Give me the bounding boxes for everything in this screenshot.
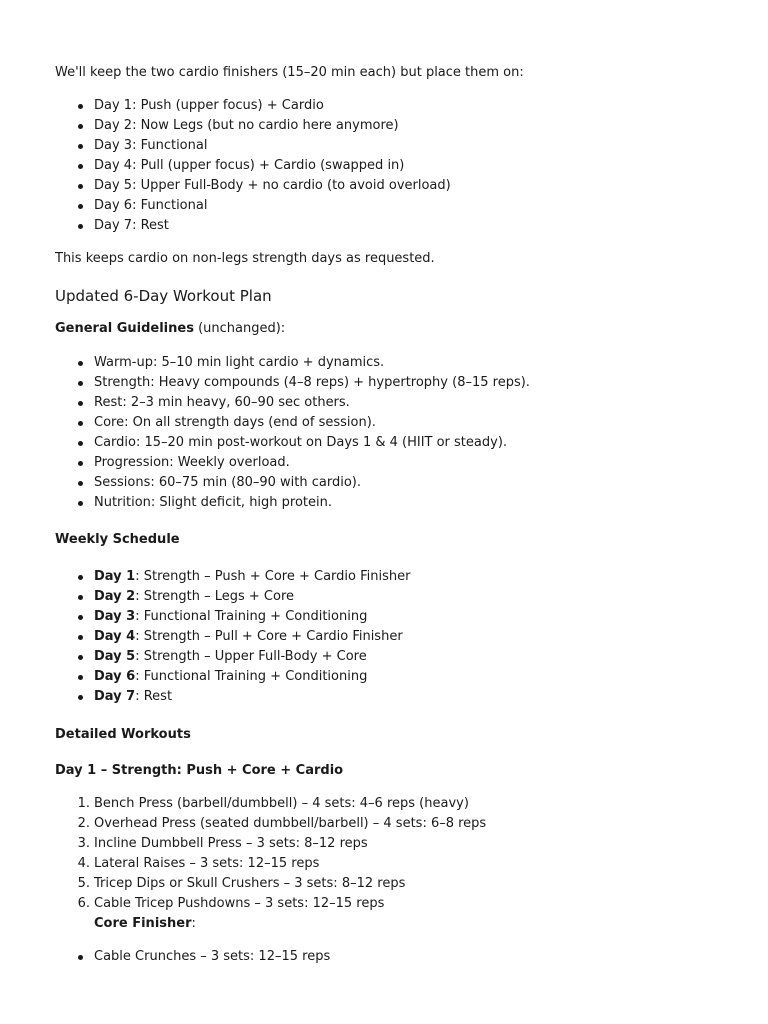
exercise-number: 5. — [77, 876, 90, 891]
exercise-item — [77, 834, 368, 854]
schedule-text: : Rest — [135, 689, 173, 704]
schedule-day: Day 3 — [94, 609, 136, 624]
core-finisher-bold: Core Finisher — [94, 916, 192, 931]
schedule-day: Day 6 — [94, 669, 136, 684]
list-item: Progression: Weekly overload. — [94, 453, 290, 473]
list-item: Day 3: Functional — [94, 136, 207, 156]
exercise-text: Cable Tricep Pushdowns – 3 sets: 12–15 reps — [94, 896, 385, 911]
schedule-text: : Strength – Legs + Core — [135, 589, 295, 604]
schedule-item — [94, 567, 410, 587]
exercise-item — [77, 814, 487, 834]
list-item: Day 4: Pull (upper focus) + Cardio (swapped in) — [94, 156, 404, 176]
schedule-heading — [55, 530, 180, 550]
core-finisher-colon: : — [191, 916, 196, 931]
exercise-text: Tricep Dips or Skull Crushers – 3 sets: 8–12 reps — [94, 876, 406, 891]
intro-text: We'll keep the two cardio finishers (15–20 min each) but place them on: — [55, 65, 524, 80]
exercise-number: 1. — [77, 796, 90, 811]
plan-title: Updated 6-Day Workout Plan — [55, 287, 272, 305]
exercise-text: Incline Dumbbell Press – 3 sets: 8–12 reps — [94, 836, 368, 851]
day1-heading — [55, 761, 343, 781]
schedule-item — [94, 667, 367, 687]
schedule-day: Day 7 — [94, 689, 136, 704]
list-item: Core: On all strength days (end of session). — [94, 413, 376, 433]
exercise-text: Bench Press (barbell/dumbbell) – 4 sets: 4–6 reps (heavy) — [94, 796, 469, 811]
list-item: Sessions: 60–75 min (80–90 with cardio). — [94, 473, 361, 493]
schedule-text: : Strength – Upper Full-Body + Core — [135, 649, 367, 664]
guidelines-heading-bold: General Guidelines — [55, 321, 194, 336]
exercise-number: 2. — [77, 816, 90, 831]
schedule-text: : Functional Training + Conditioning — [135, 669, 368, 684]
exercise-number: 6. — [77, 896, 90, 911]
schedule-text: : Functional Training + Conditioning — [135, 609, 368, 624]
list-item: Day 7: Rest — [94, 216, 169, 236]
detailed-heading — [55, 725, 191, 745]
list-item: Cardio: 15–20 min post-workout on Days 1 & 4 (HIIT or steady). — [94, 433, 507, 453]
schedule-item — [94, 687, 172, 707]
exercise-number: 4. — [77, 856, 90, 871]
schedule-day: Day 1 — [94, 569, 136, 584]
exercise-item — [77, 874, 406, 894]
list-item: Day 6: Functional — [94, 196, 207, 216]
list-item: Strength: Heavy compounds (4–8 reps) + hypertrophy (8–15 reps). — [94, 373, 530, 393]
day1-heading-bold: Day 1 – Strength: Push + Core + Cardio — [55, 763, 344, 778]
schedule-text: : Strength – Push + Core + Cardio Finisher — [135, 569, 411, 584]
schedule-heading-bold: Weekly Schedule — [55, 532, 180, 547]
schedule-item — [94, 607, 367, 627]
guidelines-heading-suffix: (unchanged): — [193, 321, 286, 336]
detailed-heading-bold: Detailed Workouts — [55, 727, 191, 742]
exercise-text: Lateral Raises – 3 sets: 12–15 reps — [94, 856, 320, 871]
schedule-text: : Strength – Pull + Core + Cardio Finisher — [135, 629, 403, 644]
list-item: Day 1: Push (upper focus) + Cardio — [94, 96, 324, 116]
exercise-item — [77, 854, 320, 874]
schedule-day: Day 2 — [94, 589, 136, 604]
core-finisher-label — [94, 914, 196, 934]
list-item: Day 5: Upper Full-Body + no cardio (to avoid overload) — [94, 176, 451, 196]
schedule-item — [94, 587, 294, 607]
list-item: Rest: 2–3 min heavy, 60–90 sec others. — [94, 393, 350, 413]
exercise-item — [77, 794, 469, 814]
note-text: This keeps cardio on non-legs strength days as requested. — [55, 251, 435, 266]
schedule-day: Day 5 — [94, 649, 136, 664]
list-item: Warm-up: 5–10 min light cardio + dynamics. — [94, 353, 384, 373]
exercise-number: 3. — [77, 836, 90, 851]
schedule-day: Day 4 — [94, 629, 136, 644]
list-item: Day 2: Now Legs (but no cardio here anymore) — [94, 116, 399, 136]
list-item: Cable Crunches – 3 sets: 12–15 reps — [94, 947, 330, 967]
exercise-item — [77, 894, 385, 914]
list-item: Nutrition: Slight deficit, high protein. — [94, 493, 332, 513]
schedule-item — [94, 627, 403, 647]
guidelines-heading — [55, 319, 285, 339]
exercise-text: Overhead Press (seated dumbbell/barbell) – 4 sets: 6–8 reps — [94, 816, 487, 831]
schedule-item — [94, 647, 367, 667]
